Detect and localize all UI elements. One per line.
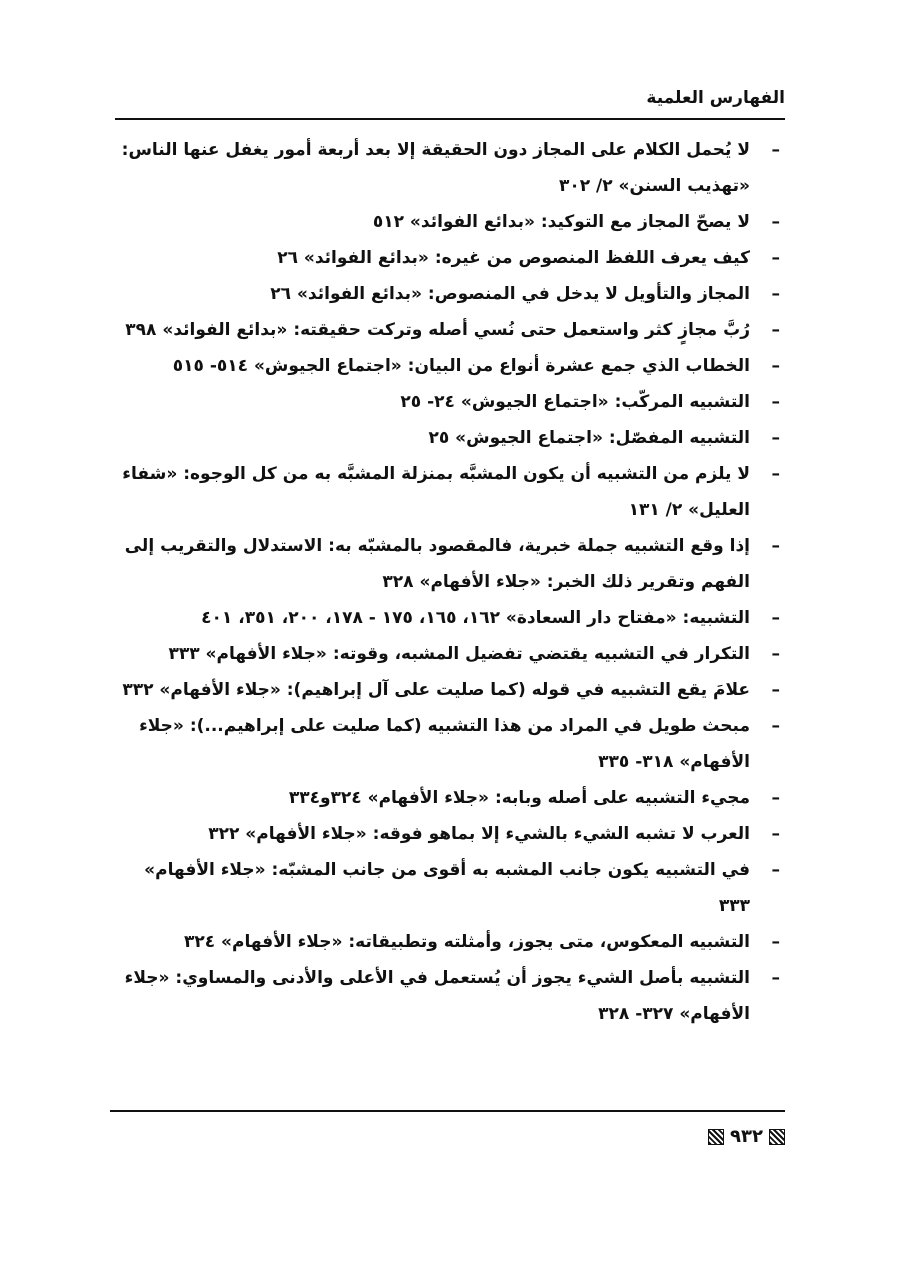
bullet-dash: – [771,464,780,484]
index-entry [110,276,780,312]
index-entry [110,420,780,456]
index-entry [110,456,780,528]
index-entry [110,960,780,1032]
index-entry [110,240,780,276]
index-entry [110,312,780,348]
index-entry [110,924,780,960]
entry-text: الخطاب الذي جمع عشرة أنواع من البيان: «اجتماع الجيوش» ٥١٤- ٥١٥ [172,356,750,376]
bullet-dash: – [771,392,780,412]
entry-text: التشبيه المركّب: «اجتماع الجيوش» ٢٤- ٢٥ [400,392,750,412]
index-entry [110,672,780,708]
entry-text: علامَ يقع التشبيه في قوله (كما صليت على آل إبراهيم): «جلاء الأفهام» ٣٣٢ [122,680,750,700]
index-entry [110,600,780,636]
entry-text: التشبيه: «مفتاح دار السعادة» ١٦٢، ١٦٥، ١٧٥ - ١٧٨، ٢٠٠، ٣٥١، ٤٠١ [201,608,750,628]
entry-text: التشبيه بأصل الشيء يجوز أن يُستعمل في الأعلى والأدنى والمساوي: «جلاء الأفهام» ٣٢٧- ٣٢٨ [124,968,750,1024]
index-entry [110,708,780,780]
index-entries [110,132,780,1032]
entry-text: رُبَّ مجازٍ كثر واستعمل حتى نُسي أصله وتركت حقيقته: «بدائع الفوائد» ٣٩٨ [125,320,750,340]
index-entry [110,528,780,600]
bullet-dash: – [771,860,780,880]
bullet-dash: – [771,428,780,448]
entry-text: لا يصحّ المجاز مع التوكيد: «بدائع الفوائد» ٥١٢ [372,212,750,232]
index-entry [110,636,780,672]
index-entry [110,384,780,420]
bullet-dash: – [771,212,780,232]
bullet-dash: – [771,644,780,664]
bullet-dash: – [771,968,780,988]
bullet-dash: – [771,824,780,844]
running-title: الفهارس العلمية [646,88,785,108]
bullet-dash: – [771,320,780,340]
index-entry [110,348,780,384]
entry-text: التشبيه المعكوس، متى يجوز، وأمثلته وتطبيقاته: «جلاء الأفهام» ٣٢٤ [183,932,750,952]
entry-text: في التشبيه يكون جانب المشبه به أقوى من جانب المشبّه: «جلاء الأفهام» ٣٣٣ [144,860,750,916]
index-entry [110,816,780,852]
entry-text: التكرار في التشبيه يقتضي تفضيل المشبه، وقوته: «جلاء الأفهام» ٣٣٣ [168,644,750,664]
bullet-dash: – [771,284,780,304]
entry-text: إذا وقع التشبيه جملة خبرية، فالمقصود بالمشبّه به: الاستدلال والتقريب إلى الفهم وتقرير ذلك الخبر: «جلاء الأفهام» ٣٢٨ [124,536,750,592]
page-number: ٩٣٢ [730,1126,763,1147]
bullet-dash: – [771,716,780,736]
index-entry [110,132,780,204]
ornament-square-icon [769,1129,785,1145]
page-footer [110,1110,785,1147]
ornament-square-icon [708,1129,724,1145]
entry-text: لا يُحمل الكلام على المجاز دون الحقيقة إلا بعد أربعة أمور يغفل عنها الناس: «تهذيب السنن» ٢/ ٣٠٢ [121,140,750,196]
bullet-dash: – [771,140,780,160]
bullet-dash: – [771,608,780,628]
entry-text: مجيء التشبيه على أصله وبابه: «جلاء الأفهام» ٣٢٤و٣٣٤ [288,788,750,808]
bullet-dash: – [771,536,780,556]
bullet-dash: – [771,356,780,376]
bullet-dash: – [771,680,780,700]
bullet-dash: – [771,788,780,808]
entry-text: مبحث طويل في المراد من هذا التشبيه (كما صليت على إبراهيم...): «جلاء الأفهام» ٣١٨- ٣٣٥ [139,716,750,772]
entry-text: كيف يعرف اللفظ المنصوص من غيره: «بدائع الفوائد» ٢٦ [277,248,750,268]
index-entry [110,852,780,924]
entry-text: المجاز والتأويل لا يدخل في المنصوص: «بدائع الفوائد» ٢٦ [270,284,750,304]
page-header [115,84,785,120]
entry-text: لا يلزم من التشبيه أن يكون المشبَّه بمنزلة المشبَّه به من كل الوجوه: «شفاء العليل» ٢/ ١٣١ [122,464,750,520]
bullet-dash: – [771,932,780,952]
entry-text: العرب لا تشبه الشيء بالشيء إلا بماهو فوقه: «جلاء الأفهام» ٣٢٢ [208,824,750,844]
index-entry [110,780,780,816]
entry-text: التشبيه المفصّل: «اجتماع الجيوش» ٢٥ [428,428,750,448]
index-entry [110,204,780,240]
page-number-block [708,1126,785,1147]
bullet-dash: – [771,248,780,268]
